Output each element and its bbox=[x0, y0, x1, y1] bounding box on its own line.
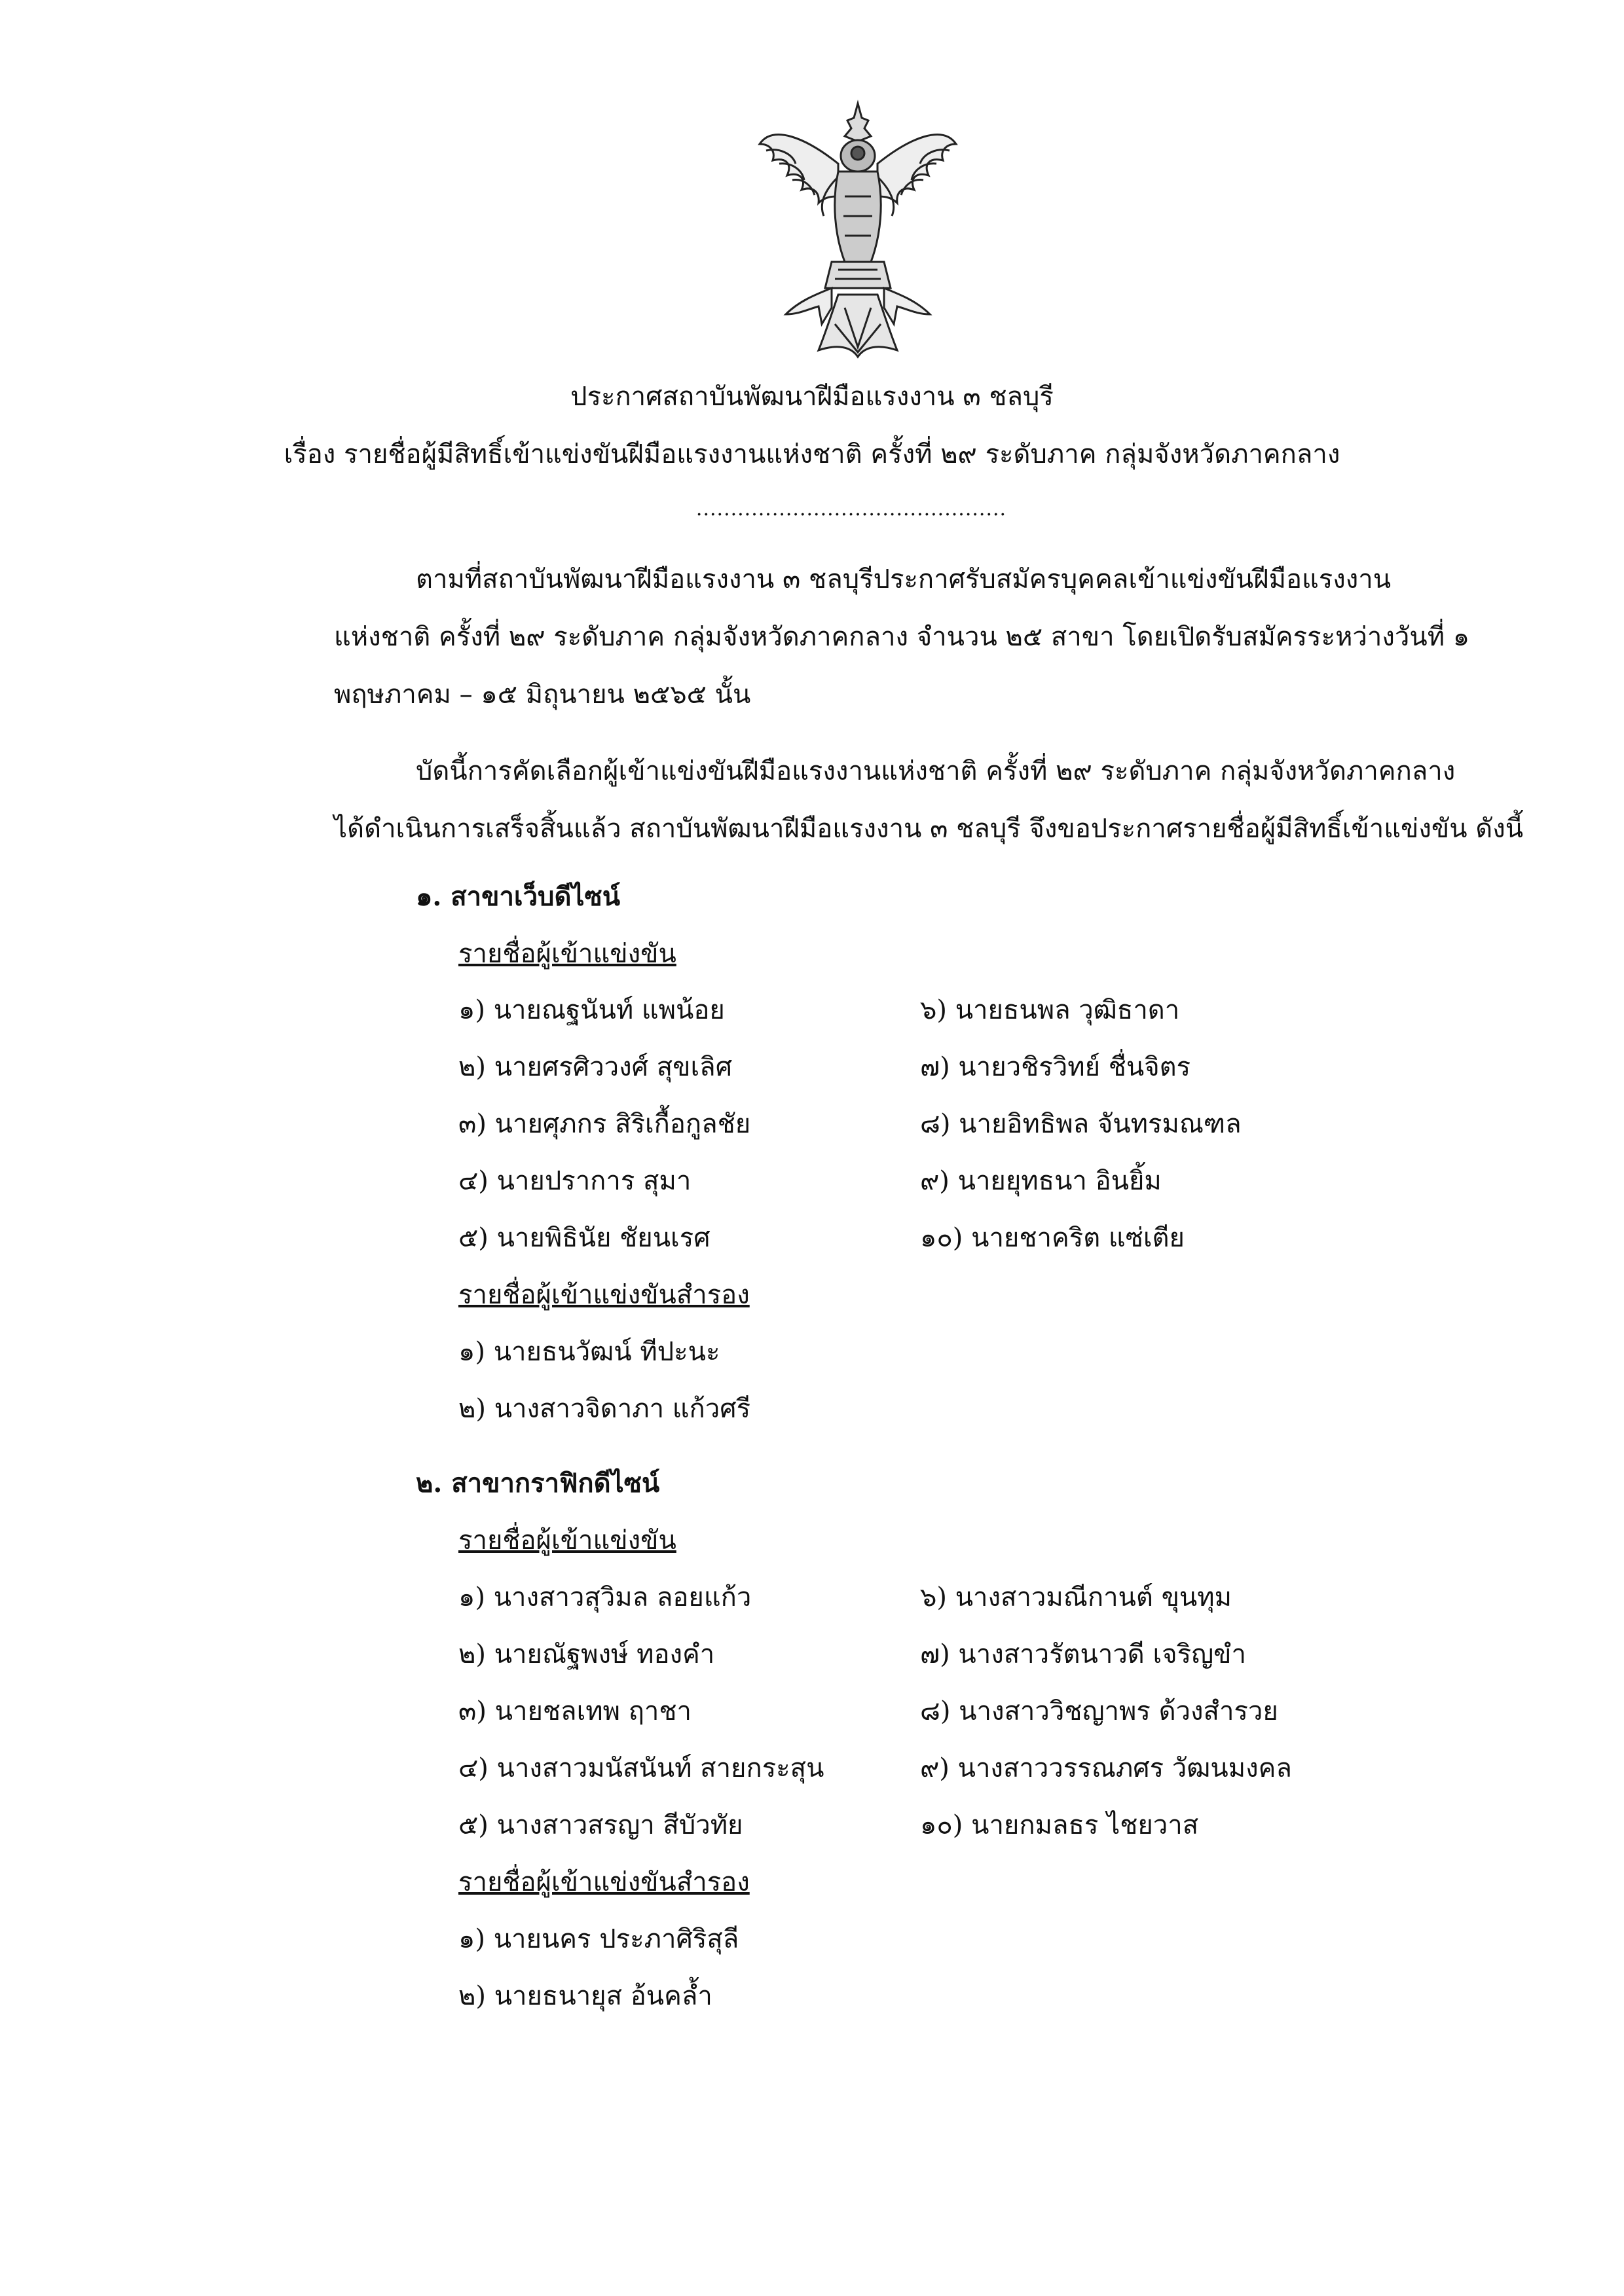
reserve-entry: ๒) นายธนายุส อ้นคล้ำ bbox=[458, 1981, 712, 2011]
paragraph-line: พฤษภาคม – ๑๕ มิถุนายน ๒๕๖๕ นั้น bbox=[334, 680, 751, 710]
section-heading-web-design: ๑. สาขาเว็บดีไซน์ bbox=[416, 881, 621, 912]
paragraph-line: บัดนี้การคัดเลือกผู้เข้าแข่งขันฝีมือแรงงานแห่งชาติ ครั้งที่ ๒๙ ระดับภาค กลุ่มจังหวัดภาคกลาง bbox=[416, 756, 1456, 786]
title-separator: ............................................. bbox=[695, 498, 1007, 520]
competitor-entry: ๔) นางสาวมนัสนันท์ สายกระสุน bbox=[458, 1753, 824, 1783]
competitor-entry: ๑) นายณฐนันท์ แพน้อย bbox=[458, 995, 725, 1025]
competitors-label: รายชื่อผู้เข้าแข่งขัน bbox=[458, 939, 676, 969]
announcement-subject: เรื่อง รายชื่อผู้มีสิทธิ์เข้าแข่งขันฝีมือแรงงานแห่งชาติ ครั้งที่ ๒๙ ระดับภาค กลุ่มจังหวัดภาคกลาง bbox=[284, 439, 1340, 469]
reserve-entry: ๑) นายนคร ประภาศิริสุลี bbox=[458, 1924, 739, 1954]
competitor-entry: ๘) นายอิทธิพล จันทรมณฑล bbox=[920, 1109, 1242, 1139]
paragraph-line: แห่งชาติ ครั้งที่ ๒๙ ระดับภาค กลุ่มจังหวัดภาคกลาง จำนวน ๒๕ สาขา โดยเปิดรับสมัครระหว่างวันที่ ๑ bbox=[334, 622, 1470, 652]
competitor-entry: ๑) นางสาวสุวิมล ลอยแก้ว bbox=[458, 1582, 752, 1613]
competitor-entry: ๔) นายปราการ สุมา bbox=[458, 1166, 692, 1196]
competitor-entry: ๓) นายชลเทพ ฤาชา bbox=[458, 1696, 692, 1726]
competitor-entry: ๗) นางสาวรัตนาวดี เจริญขำ bbox=[920, 1639, 1246, 1669]
reserve-label: รายชื่อผู้เข้าแข่งขันสำรอง bbox=[458, 1280, 750, 1310]
competitor-entry: ๙) นางสาววรรณภศร วัฒนมงคล bbox=[920, 1753, 1292, 1783]
competitors-label: รายชื่อผู้เข้าแข่งขัน bbox=[458, 1525, 676, 1556]
competitor-entry: ๑๐) นายกมลธร ไชยวาส bbox=[920, 1810, 1199, 1840]
competitor-entry: ๒) นายณัฐพงษ์ ทองคำ bbox=[458, 1639, 715, 1669]
competitor-entry: ๓) นายศุภกร สิริเกื้อกูลชัย bbox=[458, 1109, 751, 1139]
competitor-entry: ๕) นายพิธินัย ชัยนเรศ bbox=[458, 1223, 710, 1253]
reserve-entry: ๒) นางสาวจิดาภา แก้วศรี bbox=[458, 1394, 751, 1424]
competitor-entry: ๕) นางสาวสรญา สีบัวทัย bbox=[458, 1810, 743, 1840]
competitor-entry: ๙) นายยุทธนา อินยิ้ม bbox=[920, 1166, 1162, 1196]
reserve-entry: ๑) นายธนวัฒน์ ทีปะนะ bbox=[458, 1337, 720, 1367]
competitor-entry: ๗) นายวชิรวิทย์ ชื่นจิตร bbox=[920, 1052, 1191, 1082]
paragraph-line: ได้ดำเนินการเสร็จสิ้นแล้ว สถาบันพัฒนาฝีมือแรงงาน ๓ ชลบุรี จึงขอประกาศรายชื่อผู้มีสิทธิ์เข้าแข่งขัน ดังนี้ bbox=[334, 814, 1524, 844]
section-heading-graphic-design: ๒. สาขากราฟิกดีไซน์ bbox=[416, 1468, 660, 1499]
competitor-entry: ๒) นายศรศิววงศ์ สุขเลิศ bbox=[458, 1052, 733, 1082]
competitor-entry: ๑๐) นายชาคริต แซ่เตีย bbox=[920, 1223, 1185, 1253]
paragraph-line: ตามที่สถาบันพัฒนาฝีมือแรงงาน ๓ ชลบุรีประกาศรับสมัครบุคคลเข้าแข่งขันฝีมือแรงงาน bbox=[416, 564, 1392, 594]
competitor-entry: ๖) นางสาวมณีกานต์ ขุนทุม bbox=[920, 1582, 1232, 1613]
garuda-emblem-icon bbox=[747, 98, 969, 360]
announcement-title: ประกาศสถาบันพัฒนาฝีมือแรงงาน ๓ ชลบุรี bbox=[570, 382, 1054, 412]
competitor-entry: ๘) นางสาววิชญาพร ด้วงสำรวย bbox=[920, 1696, 1278, 1726]
reserve-label: รายชื่อผู้เข้าแข่งขันสำรอง bbox=[458, 1867, 750, 1897]
competitor-entry: ๖) นายธนพล วุฒิธาดา bbox=[920, 995, 1180, 1025]
